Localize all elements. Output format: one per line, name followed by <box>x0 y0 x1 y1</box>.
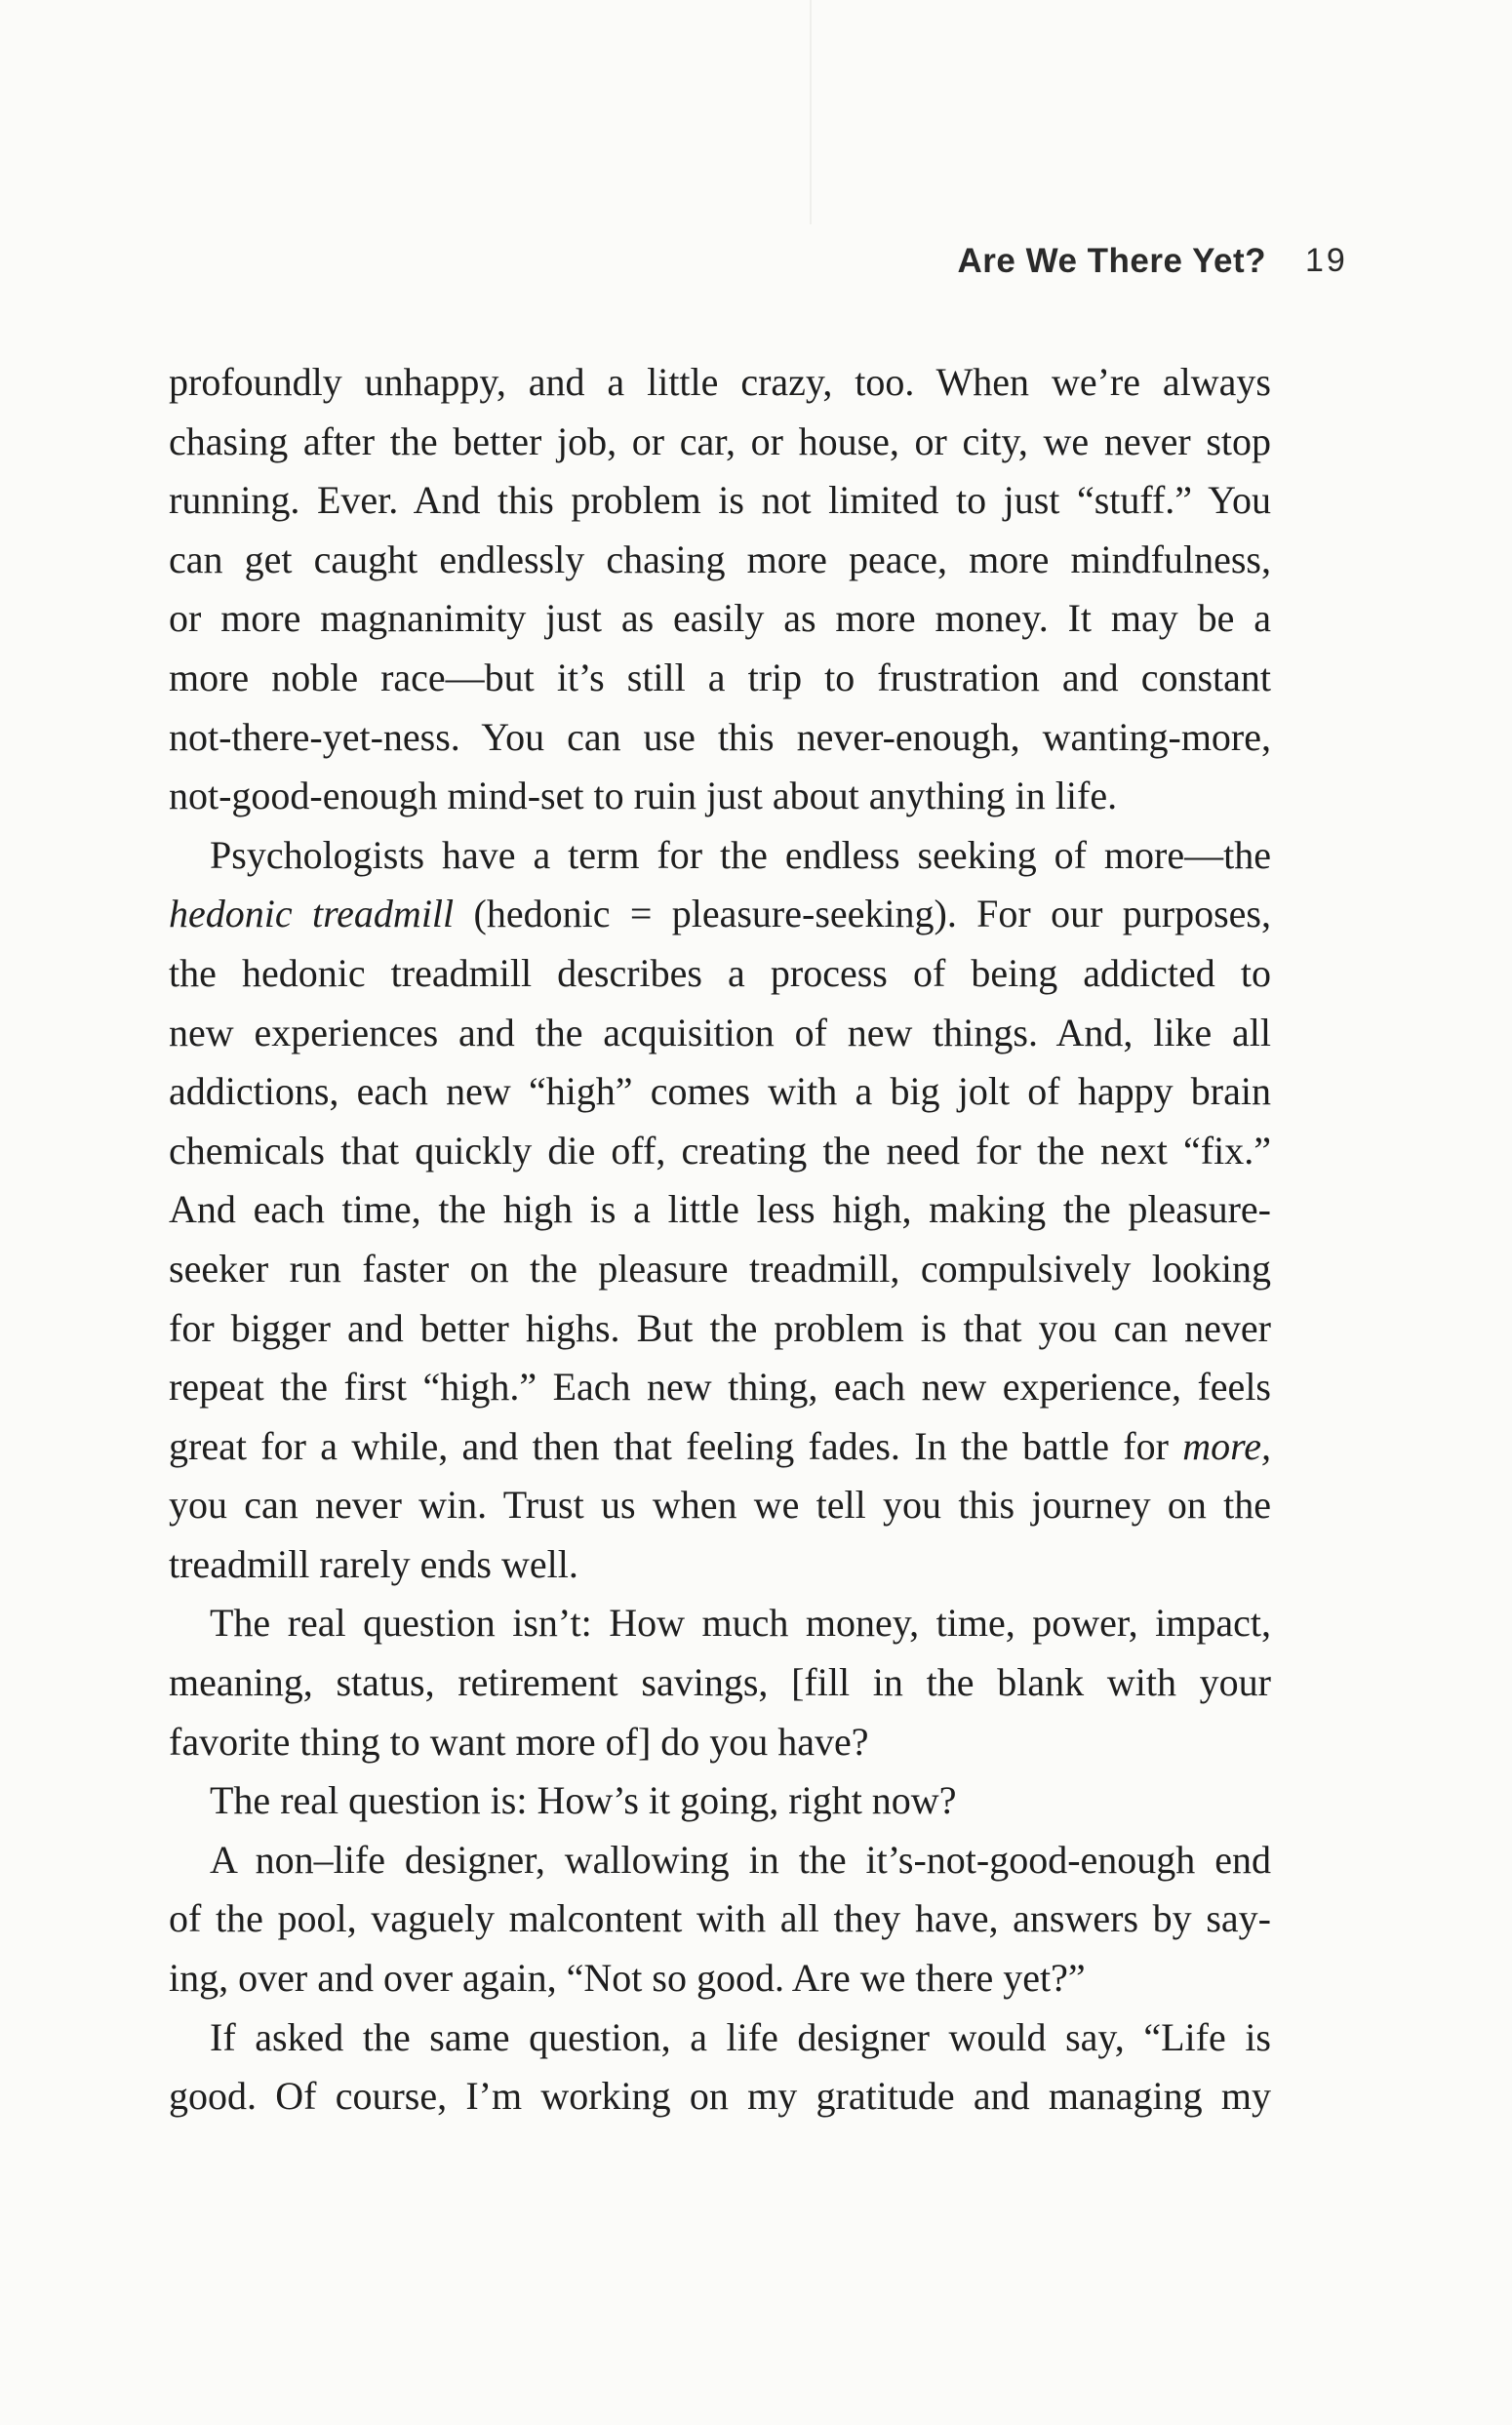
italic-term-continuation: (hedonic = pleasure-seeking). For our purposes, <box>454 892 1271 936</box>
paragraph-2-line-italic-term <box>169 885 1271 944</box>
paragraph-4-line: The real question is: How’s it going, right now? <box>210 1778 957 1823</box>
running-title: Are We There Yet? <box>957 242 1266 280</box>
paragraph-2-line: new experiences and the acquisition of new things. And, like all <box>169 1010 1271 1054</box>
running-head <box>0 242 1512 291</box>
paragraph-1-line: profoundly unhappy, and a little crazy, too. When we’re always <box>169 360 1271 404</box>
paragraph-2-line: for bigger and better highs. But the problem is that you can never <box>169 1305 1271 1350</box>
italic-more: more, <box>1182 1423 1271 1468</box>
paragraph-5-line: A non–life designer, wallowing in the it’s-not-good-enough end <box>210 1837 1271 1882</box>
paragraph-2-line: repeat the first “high.” Each new thing, each new experience, feels <box>169 1365 1271 1410</box>
paragraph-2-line: the hedonic treadmill describes a process of being addicted to <box>169 950 1271 995</box>
paragraph-5-line: of the pool, vaguely malcontent with all they have, answers by say- <box>169 1896 1271 1941</box>
paragraph-6-line: good. Of course, I’m working on my gratitude and managing my <box>169 2074 1271 2119</box>
paragraph-1-line: or more magnanimity just as easily as more money. It may be a <box>169 596 1271 641</box>
body-text <box>169 353 1271 2127</box>
paragraph-2-line-italic-more <box>169 1417 1271 1477</box>
paragraph-5-line: ing, over and over again, “Not so good. Are we there yet?” <box>169 1956 1086 2001</box>
paragraph-1-line: can get caught endlessly chasing more peace, more mindfulness, <box>169 537 1271 581</box>
line-before-italic: great for a while, and then that feeling fades. In the battle for <box>169 1423 1183 1468</box>
scan-shadow <box>810 0 812 224</box>
paragraph-2-line: Psychologists have a term for the endless seeking of more—the <box>210 832 1271 877</box>
paragraph-1-line: chasing after the better job, or car, or house, or city, we never stop <box>169 418 1271 463</box>
paragraph-1-line: not-good-enough mind-set to ruin just about anything in life. <box>169 774 1118 818</box>
italic-term: hedonic treadmill <box>169 892 455 936</box>
paragraph-3-line: meaning, status, retirement savings, [fill in the blank with your <box>169 1660 1271 1705</box>
page-number: 19 <box>1305 242 1348 279</box>
paragraph-2-line: treadmill rarely ends well. <box>169 1541 578 1586</box>
paragraph-1-line: more noble race—but it’s still a trip to frustration and constant <box>169 655 1271 699</box>
paragraph-6-line: If asked the same question, a life designer would say, “Life is <box>210 2014 1271 2059</box>
paragraph-1-line: not-there-yet-ness. You can use this never-enough, wanting-more, <box>169 714 1271 759</box>
paragraph-2-line: addictions, each new “high” comes with a big jolt of happy brain <box>169 1069 1271 1114</box>
paragraph-3-line: favorite thing to want more of] do you have? <box>169 1719 869 1764</box>
paragraph-2-line: chemicals that quickly die off, creating the need for the next “fix.” <box>169 1128 1271 1173</box>
paragraph-2-line: you can never win. Trust us when we tell you this journey on the <box>169 1483 1271 1528</box>
paragraph-3-line: The real question isn’t: How much money, time, power, impact, <box>210 1601 1271 1646</box>
paragraph-2-line: And each time, the high is a little less high, making the pleasure- <box>169 1187 1271 1232</box>
paragraph-2-line: seeker run faster on the pleasure treadmill, compulsively looking <box>169 1246 1271 1291</box>
paragraph-1-line: running. Ever. And this problem is not limited to just “stuff.” You <box>169 478 1271 523</box>
